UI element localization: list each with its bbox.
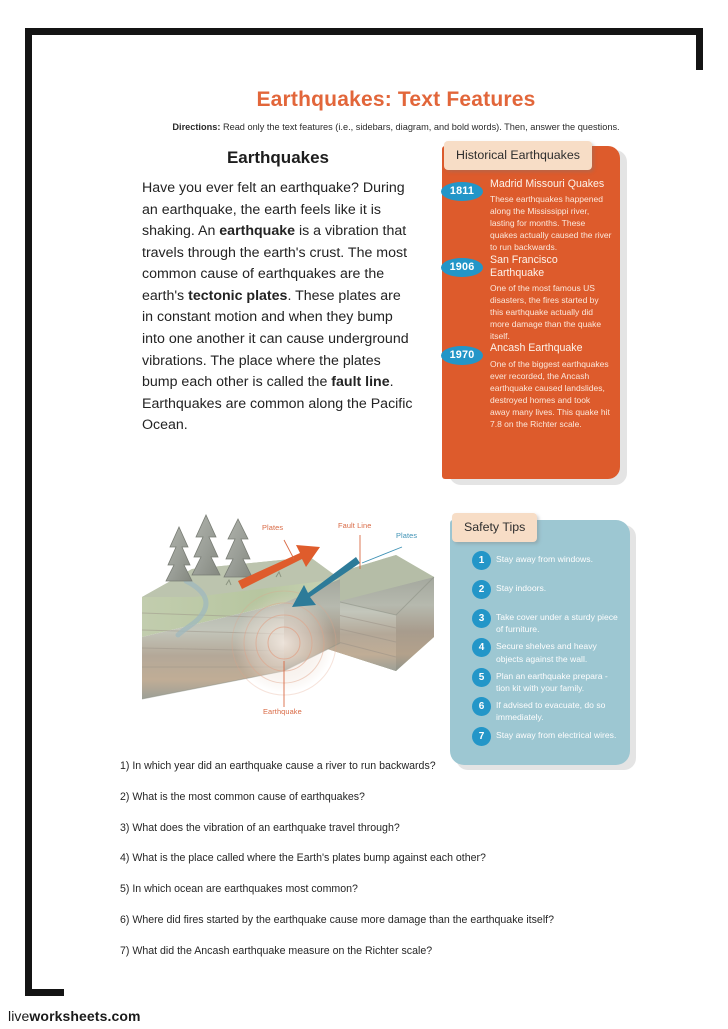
worksheet-page-frame: [25, 28, 703, 996]
question-item: 1) In which year did an earthquake cause a river to run backwards?: [120, 760, 436, 772]
question-item: 5) In which ocean are earthquakes most common?: [120, 883, 358, 896]
safety-tip-number: 2: [472, 580, 491, 599]
directions-line: [64, 122, 728, 132]
historical-entries-list: [442, 178, 622, 430]
question-item: 7) What did the Ancash earthquake measure on the Richter scale?: [120, 944, 433, 957]
diagram-label-plates-right: Plates: [396, 531, 418, 540]
article-heading: Earthquakes: [226, 148, 330, 167]
question-item: 2) What is the most common cause of earthquakes?: [120, 790, 365, 803]
historical-year-badge: 1906: [441, 258, 483, 277]
safety-panel-tab: Safety Tips: [452, 513, 537, 542]
watermark-worksheets: worksheets.com: [29, 1008, 141, 1024]
historical-year-badge: 1811: [441, 182, 483, 201]
diagram-label-plates-left: Plates: [262, 523, 284, 532]
safety-tip-number: 5: [472, 668, 491, 687]
safety-tip-text: If advised to evacuate, do so immediately.: [496, 700, 606, 723]
historical-panel-tab: Historical Earthquakes: [444, 141, 592, 170]
safety-tip-text: Stay away from electrical wires.: [496, 729, 617, 740]
watermark-live: live: [8, 1008, 30, 1024]
page-title: Earthquakes: Text Features: [256, 88, 536, 111]
tectonic-plates-diagram: [134, 485, 444, 755]
article-bold-term: earthquake: [219, 223, 295, 240]
safety-tip-number: 3: [472, 609, 491, 628]
historical-entry-text: One of the most famous US disasters, the fires started by this earthquake actually did more damage than the quake itself.: [490, 283, 602, 342]
question-item: 6) Where did fires started by the earthquake cause more damage than the earthquake itself?: [120, 913, 555, 926]
article-block: [142, 148, 414, 437]
safety-tip-number: 1: [472, 551, 491, 570]
worksheet-sheet: [64, 70, 728, 1024]
safety-tip-number: 6: [472, 697, 491, 716]
safety-tip-row: [450, 726, 632, 753]
safety-tip-text: Secure shelves and heavy objects against the wall.: [496, 641, 597, 664]
safety-tip-text: Take cover under a sturdy piece of furniture.: [496, 612, 618, 635]
historical-entry-title: Madrid Missouri Quakes: [490, 178, 605, 190]
historical-entry-title: Ancash Earthquake: [490, 342, 583, 355]
historical-entry-text: One of the biggest earthquakes ever recorded, the Ancash earthquake caused landslides, destroyed homes and took away many lives. This quake hit 7.8 on the Richter scale.: [490, 358, 610, 429]
article-paragraph: [142, 178, 414, 437]
safety-tip-text: Stay indoors.: [496, 583, 547, 593]
diagram-label-earthquake: Earthquake: [263, 707, 302, 716]
safety-tip-row: [450, 579, 632, 606]
safety-tip-text: Stay away from windows.: [496, 554, 593, 564]
safety-tip-number: 4: [472, 638, 491, 657]
safety-tip-text: Plan an earthquake prepara - tion kit with your family.: [496, 670, 608, 694]
safety-tip-number: 7: [472, 727, 491, 746]
article-text-run: . These plates are in constant motion and when they bump into one another it can cause underground vibrations. The place where the plates bump each other is called the: [142, 287, 409, 391]
safety-tip-row: [450, 550, 632, 577]
site-watermark: [8, 1008, 141, 1024]
directions-text: Read only the text features (i.e., sidebars, diagram, and bold words). Then, answer the questions.: [220, 122, 620, 132]
safety-tip-row: [450, 608, 632, 635]
safety-tip-row: [450, 696, 632, 723]
historical-entry-text: These earthquakes happened along the Mississippi river, lasting for months. These quakes actually caused the river to run backwards.: [490, 194, 612, 253]
directions-label: Directions:: [172, 122, 221, 132]
pine-trees: [166, 515, 252, 581]
safety-tip-row: [450, 667, 632, 694]
safety-tip-row: [450, 637, 632, 664]
historical-entry: [442, 342, 622, 430]
article-bold-term: tectonic plates: [188, 287, 288, 304]
article-text-run: . Earthquakes are common along the Pacific Ocean.: [142, 374, 413, 434]
question-item: 3) What does the vibration of an earthquake travel through?: [120, 821, 400, 834]
historical-entry: [442, 254, 622, 343]
article-text-run: is a vibration that travels through the earth's crust. The most common cause of earthquakes are the earth's: [142, 223, 408, 304]
question-item: 4) What is the place called where the Earth's plates bump against each other?: [120, 852, 486, 865]
diagram-label-fault-line: Fault Line: [338, 521, 372, 530]
article-text-run: Have you ever felt an earthquake? During an earthquake, the earth feels like it is shaking. An: [142, 180, 405, 240]
historical-year-badge: 1970: [441, 346, 483, 365]
questions-list: [120, 760, 680, 975]
historical-entry-title: San Francisco Earthquake: [490, 253, 558, 279]
historical-entry: [442, 178, 622, 254]
article-bold-term: fault line: [331, 374, 390, 391]
safety-tips-list: [450, 550, 632, 755]
